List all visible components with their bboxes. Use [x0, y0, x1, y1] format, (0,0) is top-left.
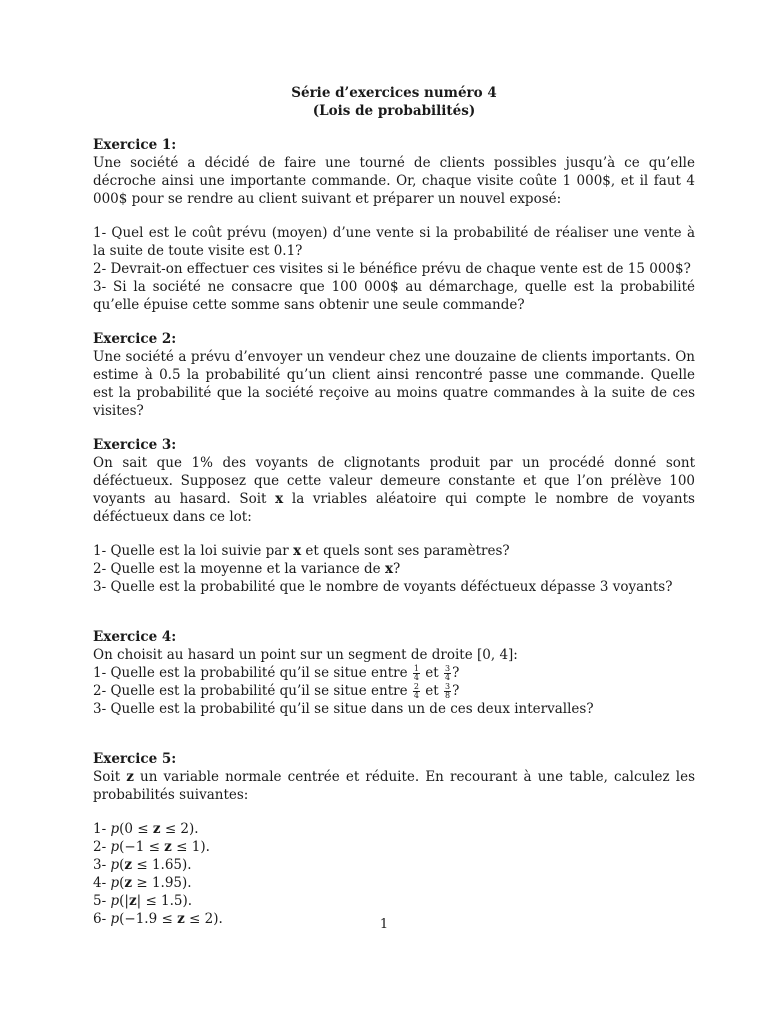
- exercise-5-item: 1- p(0 ≤ z ≤ 2).: [93, 821, 199, 837]
- exercise-4-title: Exercice 4:: [93, 629, 177, 645]
- exercise-5-item: 6- p(−1.9 ≤ z ≤ 2).: [93, 911, 223, 927]
- exercise-1-title: Exercice 1:: [93, 137, 177, 153]
- exercise-1-question-1: 1- Quel est le coût prévu (moyen) d’une vente si la probabilité de réaliser une vente à la suite de toute visite est 0.1?: [93, 225, 695, 259]
- variable-z: z: [126, 769, 134, 785]
- page-number: 1: [379, 917, 389, 932]
- document-title: [93, 84, 695, 120]
- exercise-3-intro: On sait que 1% des voyants de clignotants produit par un procédé donné sont déféctueux. Supposez que cette valeur demeure constante et que l’on prélève 100 voyants au hasard. Soit x la vriables aléatoire qui compte le nombre de voyants déféctueux dans ce lot:: [93, 455, 695, 525]
- exercise-5-item: 2- p(−1 ≤ z ≤ 1).: [93, 839, 210, 855]
- exercise-4-question-3: 3- Quelle est la probabilité qu’il se situe dans un de ces deux intervalles?: [93, 701, 594, 717]
- exercise-5-item: 3- p(z ≤ 1.65).: [93, 857, 192, 873]
- fraction: $\frac{3}{8}$: [444, 682, 451, 700]
- exercise-1-question-3: 3- Si la société ne consacre que 100 000$ au démarchage, quelle est la probabilité qu’elle épuise cette somme sans obtenir une seule commande?: [93, 279, 695, 313]
- title-line-2: (Lois de probabilités): [312, 103, 476, 119]
- exercise-1: [93, 136, 695, 314]
- exercise-3-question-2: 2- Quelle est la moyenne et la variance de x?: [93, 561, 401, 577]
- variable-x: x: [275, 491, 284, 507]
- exercise-5-title: Exercice 5:: [93, 751, 177, 767]
- exercise-1-intro: Une société a décidé de faire une tourné de clients possibles jusqu’à ce qu’elle décroche ainsi une importante commande. Or, chaque visite coûte 1 000$, et il faut 4 000$ pour se rendre au client suivant et préparer un nouvel exposé:: [93, 155, 695, 207]
- document-page: [93, 84, 695, 944]
- exercise-4-question-1: 1- Quelle est la probabilité qu’il se situe entre $\frac{1}{4}$ et $\frac{3}{4}$ ?: [93, 664, 460, 682]
- fraction: $\frac{2}{4}$: [413, 682, 419, 700]
- exercise-3: [93, 436, 695, 596]
- exercise-5-item: 5- p(|z| ≤ 1.5).: [93, 893, 193, 909]
- exercise-4: [93, 628, 695, 718]
- exercise-2-title: Exercice 2:: [93, 331, 177, 347]
- exercise-4-intro: On choisit au hasard un point sur un segment de droite [0, 4]:: [93, 647, 518, 663]
- exercise-2-text: Une société a prévu d’envoyer un vendeur chez une douzaine de clients importants. On estime à 0.5 la probabilité qu’un client ainsi rencontré passe une commande. Quelle est la probabilité que la société reçoive au moins quatre commandes à la suite de ces visites?: [93, 349, 695, 419]
- fraction: $\frac{1}{4}$: [413, 664, 419, 682]
- exercise-3-title: Exercice 3:: [93, 437, 177, 453]
- exercise-4-question-2: 2- Quelle est la probabilité qu’il se situe entre $\frac{2}{4}$ et $\frac{3}{8}$ ?: [93, 682, 460, 700]
- fraction: $\frac{3}{4}$: [444, 664, 451, 682]
- exercise-2: [93, 330, 695, 420]
- exercise-5-item: 4- p(z ≥ 1.95).: [93, 875, 192, 891]
- exercise-5-items: [93, 820, 695, 928]
- exercise-5-intro: Soit z un variable normale centrée et réduite. En recourant à une table, calculez les probabilités suivantes:: [93, 769, 696, 803]
- exercise-1-question-2: 2- Devrait-on effectuer ces visites si le bénéfice prévu de chaque vente est de 15 000$?: [93, 261, 691, 277]
- title-line-1: Série d’exercices numéro 4: [291, 85, 497, 101]
- exercise-5: [93, 750, 695, 928]
- exercise-3-question-3: 3- Quelle est la probabilité que le nombre de voyants déféctueux dépasse 3 voyants?: [93, 579, 673, 595]
- exercise-3-question-1: 1- Quelle est la loi suivie par x et quels sont ses paramètres?: [93, 543, 510, 559]
